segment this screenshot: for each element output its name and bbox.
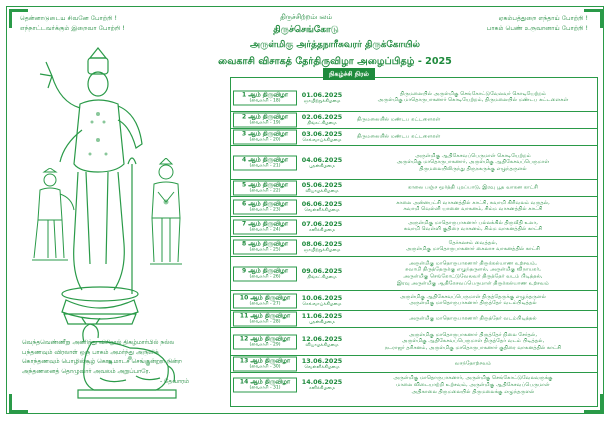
event-description [349,361,597,368]
festival-day-box [233,357,297,372]
festival-day-box [233,199,297,214]
top-right-line-1: ஏகம்பத்துறை எந்தாய் போற்றி ! [498,15,588,22]
weekday-label: திங்கட்கிழமை [307,274,337,280]
date-cell [297,130,347,144]
date-value: 08.06.2025 [301,239,343,248]
festival-day-box [233,113,297,128]
event-line: நடராஜர் தரிசனம், அருள்மிகு மாதொருபாகனார் குதிரை வாகனத்தில் காட்சி [384,344,562,351]
schedule-row [231,356,597,373]
date-value: 14.06.2025 [301,378,343,386]
weekday-label: புதன்கிழமை [309,320,335,325]
weekday-label: வெள்ளிக்கிழமை [304,365,340,370]
tamil-date-label: (வைகாசி - 19) [249,120,281,126]
event-description [349,152,597,172]
date-value: 06.06.2025 [301,199,343,208]
event-line: அருள்மிகு செங்கோட்டுவேலவர் திருத்தேர் வடம் பிடித்தல், [403,273,543,280]
event-line: அருள்மிகு மாதொருபாகனார் திருத்தேர் நிலை சேர்தல், [408,331,537,338]
event-line: அருள்மிகு மாதொருபாகனார் திருக்கல்யாண உற்சவம், [409,259,537,266]
event-line: மாலை விடையாற்றி உற்சவம், அருள்மிகு ஆதிகேசவப்பெருமாள் [396,381,550,388]
verse-line: அந்தணனைத் தொழுவார் அவலம் அறுப்பாரே. [22,367,151,375]
tamil-date-label: (வைகாசி - 31) [249,385,281,391]
weekday-label: வியாழக்கிழமை [305,342,339,348]
event-line: சுவாமி வெள்ளி யானை வாகனம், சிம்ம வாகனத்தில் காட்சி [403,206,543,213]
date-value: 04.06.2025 [301,155,343,164]
weekday-label: சனிக்கிழமை [309,386,335,391]
festival-day-label: 1 ஆம் திருவிழா [241,91,289,98]
tamil-date-label: (வைகாசி - 30) [249,364,281,370]
festival-day-box [233,293,297,308]
festival-day-box [233,219,297,234]
festival-day-box [233,266,297,281]
festival-day-label: 14 ஆம் திருவிழா [239,378,291,386]
schedule-row [231,197,597,217]
date-cell [297,113,347,127]
event-line: சுவாமி திருத்தேருக்கு எழுந்தருளல், அருள்மிகு விநாயகர், [405,266,541,273]
weekday-label: சனிக்கிழமை [309,227,335,233]
top-left-line-2: எந்நாட்டவர்க்கும் இறைவா போற்றி ! [20,25,125,32]
event-description [349,260,597,287]
tamil-date-label: (வைகாசி - 23) [249,207,281,212]
date-cell [297,357,347,371]
schedule-row [231,146,597,180]
verse-line: கொந்தணவும் பொழில்சூழ் கொடிமாடச் செங்குன்றூர் நின்ற [22,358,182,365]
date-cell [297,294,347,308]
date-value: 03.06.2025 [301,130,343,138]
schedule-row [231,129,597,146]
festival-day-label: 2 ஆம் திருவிழா [241,113,289,121]
event-description [349,91,597,105]
event-description [349,134,605,141]
schedule-heading: நிகழ்ச்சி நிரல் [323,68,375,80]
top-left-line-1: தென்னாடுடைய சிவனே போற்றி ! [20,15,117,22]
festival-day-label: 11 ஆம் திருவிழா [239,312,291,320]
tamil-date-label: (வைகாசி - 21) [249,163,281,168]
event-description [349,375,597,395]
date-cell [297,156,347,170]
schedule-row [231,291,597,311]
date-cell [297,91,347,105]
event-line: திருமலையில் மண்டப கட்டளைகள் [357,133,441,140]
tamil-date-label: (வைகாசி - 28) [249,319,281,325]
festival-day-label: 8 ஆம் திருவிழா [241,240,289,247]
verse-attribution: - தேவாரம் [160,378,190,385]
date-value: 10.06.2025 [301,293,343,302]
event-line: அருள்மிகு ஆதிகேசவப்பெருமாள் திருத்தேருக்கு எழுந்தருளல் [400,293,546,300]
corner-ornament [9,394,28,413]
festival-title: வைகாசி விசாகத் தேர்திருவிழா அழைப்பிதழ் - 2025 [218,56,452,67]
festival-day-box [233,181,297,196]
date-value: 12.06.2025 [301,334,343,343]
festival-day-box [233,378,297,393]
date-cell [297,335,347,349]
festival-day-label: 7 ஆம் திருவிழா [241,220,289,227]
date-cell [297,220,347,234]
weekday-label: செவ்வாய்க்கிழமை [302,138,342,143]
top-right-line-2: பாகம் பெண் உருவானாய் போற்றி ! [486,25,588,32]
temple-name: அருள்மிகு அர்த்தநாரீசுவரர் திருக்கோயில் [250,40,420,50]
date-value: 11.06.2025 [301,312,343,320]
event-description [349,200,597,214]
event-description [349,316,597,323]
schedule-row [231,112,597,129]
date-cell [297,378,347,392]
tamil-date-label: (வைகாசி - 18) [249,98,281,103]
festival-day-box [233,239,297,254]
event-line: இரவு அருள்மிகு ஆதிகேசவப்பெருமாள் திருக்கல்யாண உற்சவம் [396,280,549,287]
schedule-row [231,328,597,356]
event-description [349,117,605,124]
event-line: அருள்மிகு மாதொருபாகனார் கொடியேற்றம், திருமலையில் மண்டப கட்டளைகள் [377,97,569,104]
event-line: சுவாமி வெள்ளி குதிரை வாகனம், சிம்ம வாகனத்தில் காட்சி [403,226,543,233]
event-line: காலை அன்னபட்சி வாகனத்தில் காட்சி, சுவாமி கிரிவலம் வருதல், [396,199,550,206]
schedule-row [231,217,597,237]
event-description [349,240,597,254]
tamil-date-label: (வைகாசி - 27) [249,301,281,306]
event-line: அருள்மிகு மாதொருபாகனார், அருள்மிகு ஆதிகேசவப்பெருமாள் [396,159,550,166]
festival-day-box [233,130,297,145]
event-description [349,294,597,308]
schedule-row [231,257,597,291]
weekday-label: செவ்வாய்க்கிழமை [302,301,342,307]
place-name: திருச்செங்கோடு [273,25,339,35]
tamil-date-label: (வைகாசி - 29) [249,342,281,347]
schedule-row [231,373,597,397]
date-value: 05.06.2025 [301,181,343,189]
event-line: அருள்மிகு மாதொருபாகனார் திருத்தேர் வடம்பிடித்தல் [409,315,537,322]
centre-invocation: திருச்சிற்றம்பலம் [280,13,332,21]
festival-day-label: 6 ஆம் திருவிழா [241,200,289,207]
festival-day-label: 4 ஆம் திருவிழா [241,156,289,163]
event-line: திருமலையில் அருள்மிகு செங்கோட்டுவேலவர் கொடியேற்றம் [399,90,547,97]
devotee-figure-left [20,168,80,264]
weekday-label: ஞாயிற்றுக்கிழமை [303,98,341,104]
event-line: அருள்மிகு மாதொருபாகனார், அருள்மிகு செங்கோட்டுவேலவருக்கு [393,374,553,381]
date-cell [297,181,347,195]
event-line: அருள்மிகு மாதொருபாகனார் பல்லக்கில் திருவீதி உலா, [408,219,538,226]
event-description [349,185,597,192]
festival-day-label: 13 ஆம் திருவிழா [239,357,291,365]
date-cell [297,267,347,281]
event-line: அதிகாலை திருமலையில் திருமலைக்கு எழுந்தருளல் [411,388,535,395]
tamil-date-label: (வைகாசி - 25) [249,247,281,252]
date-cell [297,200,347,214]
weekday-label: ஞாயிற்றுக்கிழமை [303,247,341,253]
devotee-figure-right [144,158,188,268]
event-line: அருள்மிகு மாதொருபாகனார் கைலாச வாகனத்தில் காட்சி [406,246,540,253]
festival-day-label: 3 ஆம் திருவிழா [241,130,289,138]
event-line: அருள்மிகு ஆதிகேசவப்பெருமாள் திருத்தேர் வடம் பிடித்தல், [401,338,545,345]
devaram-verse [22,338,227,376]
date-value: 07.06.2025 [301,219,343,228]
festival-day-box [233,155,297,170]
date-cell [297,312,347,326]
date-value: 09.06.2025 [301,266,343,275]
weekday-label: வெள்ளிக்கிழமை [304,207,340,213]
schedule-row [231,237,597,257]
verse-line: வெந்தவெண்ணீறு அணிந்து விரிநூல் திகழ்மார்பில் நல்ல [22,339,175,346]
weekday-label: திங்கட்கிழமை [307,121,337,126]
event-line: தேர்கலசம் வைத்தல், [448,239,498,246]
festival-day-label: 10 ஆம் திருவிழா [239,294,291,301]
weekday-label: வியாழக்கிழமை [305,189,339,194]
festival-day-box [233,334,297,349]
festival-day-label: 9 ஆம் திருவிழா [241,267,289,274]
tamil-date-label: (வைகாசி - 26) [249,274,281,279]
schedule-row [231,311,597,328]
weekday-label: புதன்கிழமை [309,163,335,169]
event-description [349,220,597,234]
festival-day-label: 12 ஆம் திருவிழா [239,335,291,342]
event-line: திருமலையில் மண்டப கட்டளைகள் [357,116,441,123]
festival-day-box [233,312,297,327]
date-value: 01.06.2025 [301,90,343,99]
verse-line: பந்தணவும் விரலாள் ஒரு பாகம் அமர்ந்து அருளிக் [22,348,159,356]
festival-day-label: 5 ஆம் திருவிழா [241,181,289,189]
festival-schedule-table [230,70,598,407]
event-description [349,331,597,351]
event-line: அருள்மிகு ஆதிகேசவப்பெருமாள் கொடியேற்றம் [415,152,531,159]
tamil-date-label: (வைகாசி - 22) [249,188,281,194]
event-line: திருமலையிலிருந்து திருநகருக்கு எழுந்தருளல் [419,165,527,172]
schedule-row [231,84,597,112]
date-value: 02.06.2025 [301,113,343,121]
event-line: அருள்மிகு மாதொருபாகனார் திருத்தேர் வடம்பிடித்தல் [409,300,537,307]
tamil-date-label: (வைகாசி - 24) [249,227,281,232]
schedule-row [231,180,597,197]
event-line: காலை பஞ்ச மூர்த்தி புறப்பாடு, இரவு பூத வாகன காட்சி [408,184,538,191]
event-line: வசந்தோற்சவம் [454,360,492,367]
tamil-date-label: (வைகாசி - 20) [249,137,281,143]
date-cell [297,240,347,254]
festival-day-box [233,90,297,105]
date-value: 13.06.2025 [301,357,343,365]
